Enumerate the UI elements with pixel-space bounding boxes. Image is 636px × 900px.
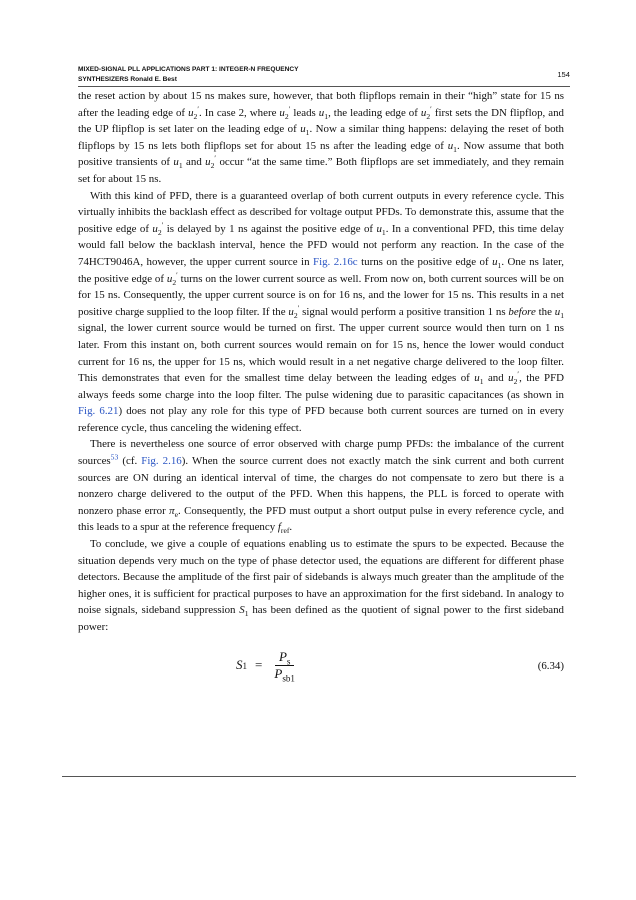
header-divider [78,86,570,87]
page-number: 154 [557,70,570,79]
body-text [78,88,564,690]
figure-link-2-16[interactable]: Fig. 2.16 [141,455,182,468]
paragraph-2: With this kind of PFD, there is a guaranteed overlap of both current outputs in every reference cycle. This virtually inhibits the backlash effect as described for voltage output PFDs. To demonstrate this, assume that the positive edge of $u_2'$ is delayed by 1 ns against the positive edge of $u_1$. In a conventional PFD, this time delay would fall below the backlash interval, hence the PFD would not perform any reaction. In the case of the 74HCT9046A, however, the upper current source in Fig. 2.16c turns on the positive edge of $u_1$. One ns later, the positive edge of $u_2'$ turns on the lower current source as well. From now on, both current sources will be on for 15 ns. Consequently, the upper current source is on for 16 ns, and the lower for 15 ns. This results in a net positive charge supplied to the loop filter. If the $u_2'$ signal would perform a positive transition 1 ns before the $u_1$ signal, the lower current source would be turned on first. The upper current source would then turn on 1 ns later. From this instant on, both current sources would remain on for 15 ns, hence the lower would conduct current for 16 ns, the upper for 15 ns, which would result in a net negative charge delivered to the loop filter. This demonstrates that even for the smallest time delay between the leading edges of $u_1$ and $u_2'$, the PFD always feeds some charge into the loop filter. The pulse widening due to parasitic capacitances (as shown in Fig. 6.21) does not play any role for this type of PFD because both current sources are turned on in every reference cycle, thus canceling the widening effect. [78,189,565,434]
figure-link-2-16c[interactable]: Fig. 2.16c [313,255,358,268]
paragraph-4: To conclude, we give a couple of equations enabling us to estimate the spurs to be expected. Because the situation depends very much on the type of phase detector used, the equations are different for different phase detectors. Because the amplitude of the first pair of sidebands is always much greater than the amplitude of the higher ones, it is sufficient for practical purposes to have an approximation for the first sideband. In analogy to noise signals, sideband suppression $S_1$ has been defined as the quotient of signal power to the first sideband power: [78,538,564,633]
equation-fraction: $\frac{P_s}{P_{sb1}}$ [274,649,295,684]
footer-divider [62,776,576,777]
running-header [78,65,570,85]
equation-6-34 [78,646,564,690]
equation-body: S 1 = $\frac{P_s}{P_{sb1}}$ [236,646,299,686]
header-title-line1: MIXED-SIGNAL PLL APPLICATIONS PART 1: INTEGER-N FREQUENCY [78,66,299,73]
equation-number: (6.34) [537,659,564,672]
paragraph-1: the reset action by about 15 ns makes sure, however, that both flipflops remain in their “high” state for 15 ns after the leading edge of $u_2'$. In case 2, where $u_2'$ leads $u_1$, the leading edge of $u_2'$ first sets the DN flipflop, and the UP flipflop is set later on the leading edge of $u_1$. Now a similar thing happens: delaying the reset of both flipflops by 15 ns lets both flipflops set for about 15 ns after the leading edge of $u_1$. Now assume that both positive transients of $u_1$ and $u_2'$ occur “at the same time.” Both flipflops are set immediately, and they remain set for about 15 ns. [78,90,564,185]
footnote-ref-53[interactable]: 53 [110,452,119,462]
header-title-line2: SYNTHESIZERS Ronald E. Best [78,76,177,83]
figure-link-6-21[interactable]: Fig. 6.21 [78,405,119,418]
paragraph-3: There is nevertheless one source of error observed with charge pump PFDs: the imbalance of the current sources$^{53}$ (cf. Fig. 2.16). When the source current does not exactly match the sink current and both current sources are ON during an identical interval of time, the charges do not compensate to zero but there is a nonzero charge delivered to the output of the PFD. When this happens, the PLL is forced to operate with nonzero phase error $\pi_e$. Consequently, the PFD must output a short output pulse in every reference cycle, and this leads to a spur at the reference frequency $f_{ref}$. [78,438,564,536]
